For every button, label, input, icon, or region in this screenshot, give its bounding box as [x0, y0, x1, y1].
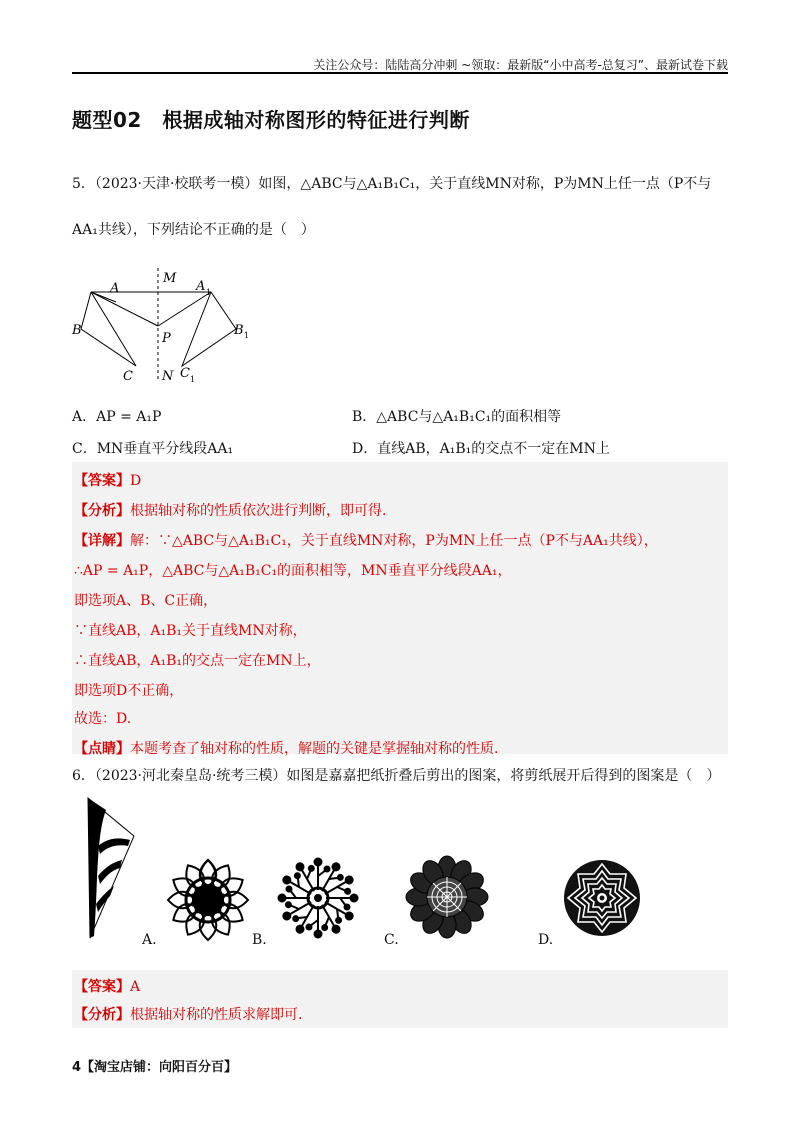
detail-line4: ∵直线AB，A₁B₁关于直线MN对称，: [74, 623, 307, 639]
q6-analysis: [74, 1004, 302, 1024]
q6-answer-tag: 【答案】: [74, 979, 130, 995]
q6-option-d-label: D.: [538, 932, 554, 948]
q6-option-c-pattern: [404, 854, 490, 940]
q6-option-a-pattern: [164, 856, 252, 944]
label-M: M: [163, 271, 177, 286]
q5-geometry-figure: [66, 264, 266, 390]
q6-answer-value: A: [130, 979, 141, 995]
q5-answer: [74, 470, 141, 490]
label-C1-sub: 1: [190, 375, 196, 384]
q5-option-a: A．AP = A₁P: [72, 409, 162, 425]
q6-stem: 6．（2023·河北秦皇岛·统考三模）如图是嘉嘉把纸折叠后剪出的图案，将剪纸展开后得到的图案是（ ）: [72, 768, 721, 784]
q6-answer: [74, 976, 140, 996]
q6-option-d-pattern: [562, 858, 642, 938]
q5-option-b: B．△ABC与△A₁B₁C₁的面积相等: [352, 409, 562, 425]
page-header: 关注公众号：陆陆高分冲刺 ~领取：最新版“小中高考-总复习”、最新试卷下载: [313, 58, 728, 72]
q6-option-c-label: C.: [384, 932, 399, 948]
q5-option-c: C．MN垂直平分线段AA₁: [72, 441, 234, 457]
header-divider: [72, 72, 728, 74]
q6-option-b-pattern: [276, 856, 360, 940]
q5-comment: [74, 738, 498, 758]
detail-line6: 即选项D不正确，: [74, 683, 184, 699]
page-footer: 4【淘宝店铺：向阳百分百】: [72, 1060, 238, 1075]
label-C: C: [123, 369, 133, 384]
detail-tag: 【详解】: [74, 533, 130, 549]
triangle-ABC: [81, 292, 136, 366]
label-A1: A: [196, 279, 206, 294]
label-B1: B: [234, 323, 244, 338]
detail-line5: ∴直线AB，A₁B₁的交点一定在MN上，: [74, 653, 321, 669]
answer-value: D: [130, 473, 142, 489]
q5-detail: [74, 530, 658, 550]
q5-stem-line2: AA₁共线），下列结论不正确的是（ ）: [72, 222, 315, 238]
section-title: 题型02 根据成轴对称图形的特征进行判断: [72, 108, 470, 132]
triangle-A1B1C1: [182, 292, 236, 366]
label-A: A: [110, 281, 120, 296]
analysis-tag: 【分析】: [74, 503, 130, 519]
q5-analysis: [74, 500, 386, 520]
label-C1: C: [180, 366, 190, 381]
label-P: P: [162, 331, 171, 346]
detail-line2: ∴AP = A₁P，△ABC与△A₁B₁C₁的面积相等，MN垂直平分线段AA₁，: [74, 563, 512, 579]
label-N: N: [162, 369, 174, 384]
q6-option-a-label: A.: [142, 932, 157, 948]
detail-line7: 故选：D.: [74, 711, 132, 727]
comment-text: 本题考查了轴对称的性质，解题的关键是掌握轴对称的性质.: [130, 741, 499, 757]
q5-option-d: D．直线AB，A₁B₁的交点不一定在MN上: [352, 441, 610, 457]
label-A1-sub: 1: [206, 288, 212, 297]
q6-analysis-tag: 【分析】: [74, 1007, 130, 1023]
label-B: B: [72, 323, 82, 338]
detail-line1: 解：∵△ABC与△A₁B₁C₁，关于直线MN对称，P为MN上任一点（P不与AA₁共线），: [130, 533, 658, 549]
label-B1-sub: 1: [244, 331, 250, 340]
q6-option-b-label: B.: [252, 932, 267, 948]
analysis-text: 根据轴对称的性质依次进行判断，即可得.: [130, 503, 387, 519]
comment-tag: 【点睛】: [74, 741, 130, 757]
detail-line3: 即选项A、B、C正确，: [74, 593, 218, 609]
q6-analysis-text: 根据轴对称的性质求解即可.: [130, 1007, 303, 1023]
q6-folded-paper-figure: [84, 796, 138, 942]
segment-PA1: [158, 292, 211, 326]
q5-stem-line1: 5．（2023·天津·校联考一模）如图，△ABC与△A₁B₁C₁，关于直线MN对称，P为MN上任一点（P不与: [72, 176, 712, 192]
answer-tag: 【答案】: [74, 473, 130, 489]
